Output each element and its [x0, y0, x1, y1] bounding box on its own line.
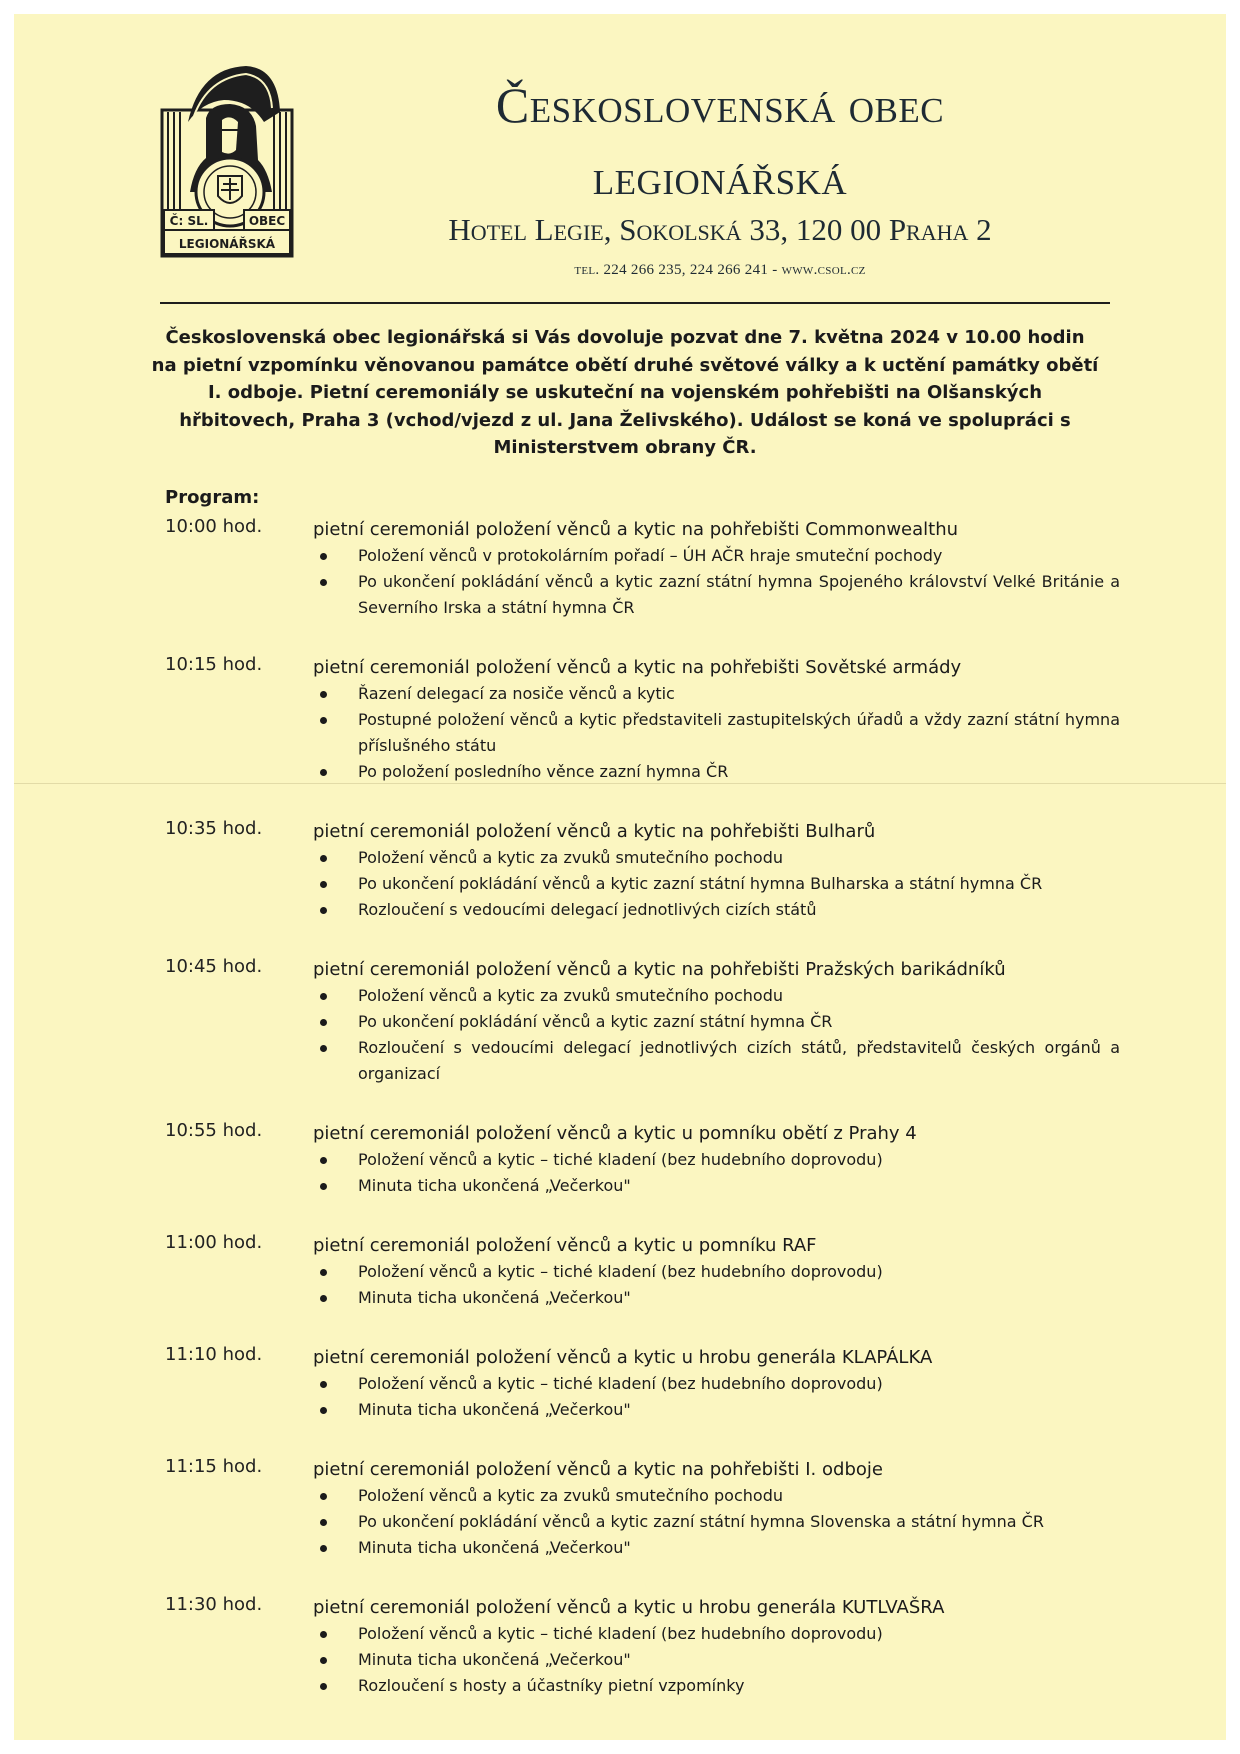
program-item-text: Položení věnců a kytic – tiché kladení (bez hudebního doprovodu) [358, 1262, 883, 1281]
bullet-icon [320, 1493, 327, 1500]
program-item-text: Po ukončení pokládání věnců a kytic zazní státní hymna Spojeného království Velké Británie a Severního Irska a státní hymna ČR [358, 572, 1120, 617]
program-block [160, 516, 1120, 621]
program-item [358, 759, 1120, 785]
program-items [160, 1621, 1120, 1699]
program-item [358, 681, 1120, 707]
program-time: 10:55 hod. [165, 1120, 263, 1141]
program-item [358, 1285, 1120, 1311]
program-title: pietní ceremoniál položení věnců a kytic u hrobu generála KLAPÁLKA [313, 1347, 933, 1368]
program-title: pietní ceremoniál položení věnců a kytic na pohřebišti Pražských barikádníků [313, 959, 1006, 980]
program-time: 11:30 hod. [165, 1594, 263, 1615]
program-item-text: Položení věnců a kytic za zvuků smutečního pochodu [358, 1486, 783, 1505]
program-item [358, 1259, 1120, 1285]
program-block [160, 956, 1120, 1087]
program-item-text: Rozloučení s vedoucími delegací jednotlivých cizích států, představitelů českých orgánů a organizací [358, 1038, 1120, 1083]
bullet-icon [320, 1545, 327, 1552]
program-item-text: Položení věnců a kytic – tiché kladení (bez hudebního doprovodu) [358, 1150, 883, 1169]
logo-text-right: OBEC [248, 214, 286, 228]
bullet-icon [320, 553, 327, 560]
program-time: 10:00 hod. [165, 516, 263, 537]
program-item [358, 1483, 1120, 1509]
bullet-icon [320, 1019, 327, 1026]
org-title-line2: legionářská [592, 149, 848, 205]
bullet-icon [320, 717, 327, 724]
org-contact: tel. 224 266 235, 224 266 241 - www.csol.cz [574, 262, 866, 278]
program-block [160, 1120, 1120, 1199]
bullet-icon [320, 1183, 327, 1190]
program-item-text: Minuta ticha ukončená „Večerkou" [358, 1650, 631, 1669]
program-item [358, 845, 1120, 871]
program-item-text: Položení věnců a kytic – tiché kladení (bez hudebního doprovodu) [358, 1374, 883, 1393]
program-item-text: Položení věnců v protokolárním pořadí – ÚH AČR hraje smuteční pochody [358, 546, 943, 565]
program-items [160, 1259, 1120, 1311]
bullet-icon [320, 907, 327, 914]
bullet-icon [320, 1295, 327, 1302]
program-item-text: Položení věnců a kytic za zvuků smutečního pochodu [358, 986, 783, 1005]
bullet-icon [320, 1269, 327, 1276]
program-item-text: Po ukončení pokládání věnců a kytic zazní státní hymna Bulharska a státní hymna ČR [358, 874, 1043, 893]
program-time: 11:15 hod. [165, 1456, 263, 1477]
bullet-icon [320, 769, 327, 776]
program-item [358, 871, 1120, 897]
program-item [358, 1509, 1120, 1535]
program-time: 11:00 hod. [165, 1232, 263, 1253]
program-item [358, 543, 1120, 569]
program-block [160, 1594, 1120, 1699]
program-item [358, 1621, 1120, 1647]
program-block [160, 1456, 1120, 1561]
program-title: pietní ceremoniál položení věnců a kytic na pohřebišti I. odboje [313, 1459, 883, 1480]
program-items [160, 1483, 1120, 1561]
program-item-text: Po ukončení pokládání věnců a kytic zazní státní hymna Slovenska a státní hymna ČR [358, 1512, 1044, 1531]
bullet-icon [320, 1157, 327, 1164]
bullet-icon [320, 1519, 327, 1526]
program-items [160, 845, 1120, 923]
legion-emblem-logo [160, 60, 294, 260]
program-block [160, 1344, 1120, 1423]
program-item-text: Minuta ticha ukončená „Večerkou" [358, 1400, 631, 1419]
program-time: 10:15 hod. [165, 654, 263, 675]
program-item [358, 1035, 1120, 1087]
program-item [358, 1009, 1120, 1035]
program-time: 11:10 hod. [165, 1344, 263, 1365]
program-block [160, 654, 1120, 785]
program-item [358, 1673, 1120, 1699]
program-item-text: Po položení posledního věnce zazní hymna ČR [358, 762, 729, 781]
bullet-icon [320, 1381, 327, 1388]
program-title: pietní ceremoniál položení věnců a kytic u pomníku RAF [313, 1235, 817, 1256]
program-list [160, 516, 1120, 1732]
bullet-icon [320, 993, 327, 1000]
program-item [358, 569, 1120, 621]
org-title-line1: Československá obec [495, 77, 945, 133]
header-divider [160, 302, 1110, 304]
program-item [358, 1397, 1120, 1423]
program-item [358, 1173, 1120, 1199]
bullet-icon [320, 579, 327, 586]
program-item [358, 983, 1120, 1009]
program-item [358, 707, 1120, 759]
program-title: pietní ceremoniál položení věnců a kytic u pomníku obětí z Prahy 4 [313, 1123, 917, 1144]
program-item-text: Rozloučení s hosty a účastníky pietní vzpomínky [358, 1676, 745, 1695]
program-title: pietní ceremoniál položení věnců a kytic na pohřebišti Commonwealthu [313, 519, 959, 540]
program-block [160, 818, 1120, 923]
program-item [358, 1647, 1120, 1673]
program-item [358, 1371, 1120, 1397]
bullet-icon [320, 1407, 327, 1414]
program-item-text: Řazení delegací za nosiče věnců a kytic [358, 684, 675, 703]
program-label: Program: [165, 487, 260, 508]
program-item [358, 1535, 1120, 1561]
program-item [358, 1147, 1120, 1173]
bullet-icon [320, 1683, 327, 1690]
program-items [160, 983, 1120, 1087]
program-time: 10:35 hod. [165, 818, 263, 839]
program-item [358, 897, 1120, 923]
program-item-text: Minuta ticha ukončená „Večerkou" [358, 1288, 631, 1307]
program-item-text: Rozloučení s vedoucími delegací jednotlivých cizích států [358, 900, 817, 919]
program-item-text: Položení věnců a kytic za zvuků smutečního pochodu [358, 848, 783, 867]
program-items [160, 1147, 1120, 1199]
bullet-icon [320, 1631, 327, 1638]
program-items [160, 543, 1120, 621]
bullet-icon [320, 1045, 327, 1052]
program-block [160, 1232, 1120, 1311]
program-item-text: Po ukončení pokládání věnců a kytic zazní státní hymna ČR [358, 1012, 833, 1031]
program-item-text: Minuta ticha ukončená „Večerkou" [358, 1176, 631, 1195]
program-time: 10:45 hod. [165, 956, 263, 977]
bullet-icon [320, 1657, 327, 1664]
org-address: Hotel Legie, Sokolská 33, 120 00 Praha 2 [448, 212, 992, 247]
logo-text-left: Č: SL. [169, 214, 209, 228]
program-title: pietní ceremoniál položení věnců a kytic na pohřebišti Bulharů [313, 821, 876, 842]
program-item-text: Postupné položení věnců a kytic představiteli zastupitelských úřadů a vždy zazní státní hymna příslušného státu [358, 710, 1120, 755]
bullet-icon [320, 691, 327, 698]
program-items [160, 681, 1120, 785]
logo-text-bottom: LEGIONÁŘSKÁ [178, 237, 276, 251]
bullet-icon [320, 881, 327, 888]
program-title: pietní ceremoniál položení věnců a kytic na pohřebišti Sovětské armády [313, 657, 962, 678]
program-item-text: Minuta ticha ukončená „Večerkou" [358, 1538, 631, 1557]
program-item-text: Položení věnců a kytic – tiché kladení (bez hudebního doprovodu) [358, 1624, 883, 1643]
program-title: pietní ceremoniál položení věnců a kytic u hrobu generála KUTLVAŠRA [313, 1597, 945, 1618]
invitation-text: Československá obec legionářská si Vás dovoluje pozvat dne 7. května 2024 v 10.00 hodin na pietní vzpomínku věnovanou památce obětí druhé světové války a k uctění památky obětí I. odboje. Pietní ceremoniály se uskuteční na vojenském pohřebišti na Olšanských hřbitovech, Praha 3 (vchod/vjezd z ul. Jana Želivského). Událost se koná ve spolupráci s Ministerstvem obrany ČR. [151, 327, 1099, 458]
program-items [160, 1371, 1120, 1423]
bullet-icon [320, 855, 327, 862]
